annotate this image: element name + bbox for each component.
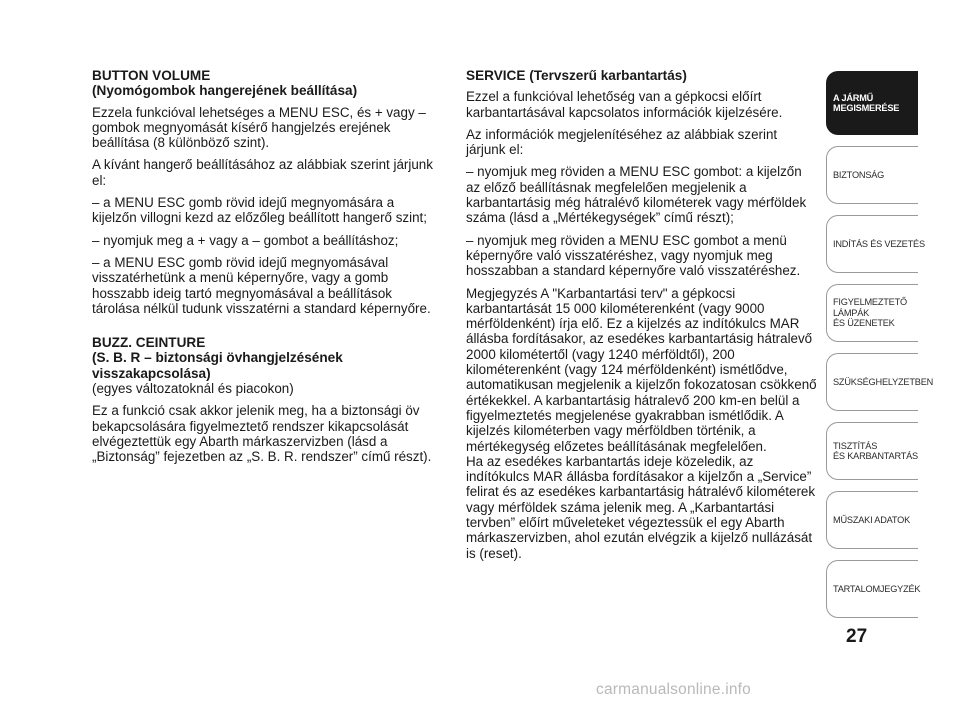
paragraph: Ezzel a funkcióval lehetőség van a gépkocsi előírt karbantartásával kapcsolatos információk kijelzésére. xyxy=(466,89,783,120)
paragraph: – a MENU ESC gomb rövid idejű megnyomásával visszatérhetünk a menü képernyőre, vagy a gomb hosszabb ideig tartó megnyomásával a beállítások tárolása nélkül tudunk visszatérni a standard képernyőre. xyxy=(92,254,431,316)
tab-jarmu-megismerese[interactable] xyxy=(826,71,918,135)
tab-muszaki-adatok[interactable] xyxy=(826,491,918,549)
right-column xyxy=(466,68,818,568)
tab-label: MŰSZAKI ADATOK xyxy=(833,514,911,525)
paragraph: – a MENU ESC gomb rövid idejű megnyomására a kijelzőn villogni kezd az előzőleg beállított hangerő szint; xyxy=(92,195,427,226)
title-line: BUZZ. CEINTURE xyxy=(92,335,206,351)
tab-label: ÉS ÜZENETEK xyxy=(833,318,895,329)
tab-biztonsag[interactable] xyxy=(826,146,918,204)
section-title-service: SERVICE (Tervszerű karbantartás) xyxy=(466,68,687,83)
left-column xyxy=(92,68,442,472)
section-subtitle: (egyes változatoknál és piacokon) xyxy=(92,381,294,397)
title-line: BUTTON VOLUME xyxy=(92,68,211,83)
paragraph: Ha az esedékes karbantartás ideje közeledik, az indítókulcs MAR állásba fordításakor a kijelzőn a „Service” felirat és az esedékes karbantartásig hátralévő kilométerek vagy mérföldek száma jelenik meg. A „Karbantartási tervben” előírt műveleteket végeztessük el egy Abarth márkaszervizben, ahol ezután elvégzik a kijelző nullázását is (reset). xyxy=(466,453,816,561)
paragraph: Ez a funkció csak akkor jelenik meg, ha a biztonsági öv bekapcsolására figyelmeztető rendszer kikapcsolását elvégeztettük egy Abarth márkaszervizben (lásd a „Biztonság” fejezetben az „S. B. R. rendszer” című részt). xyxy=(92,403,432,465)
title-line: (Nyomógombok hangerejének beállítása) xyxy=(92,83,358,99)
tab-tisztitas-es-karbantartas[interactable] xyxy=(826,422,918,480)
paragraph: – nyomjuk meg röviden a MENU ESC gombot: a kijelzőn az előző beállításnak megfelelően megjelenik a karbantartásig még hátralévő kilométerek vagy mérföldek száma (lásd a „Mértékegységek” című részt); xyxy=(466,164,807,226)
tab-label: SZÜKSÉGHELYZETBEN xyxy=(833,376,934,387)
tab-label: INDÍTÁS ÉS VEZETÉS xyxy=(833,238,925,249)
tab-label: MEGISMERÉSE xyxy=(833,103,900,113)
tab-label: TARTALOMJEGYZÉK xyxy=(833,583,921,594)
section-title-button-volume xyxy=(92,68,442,99)
paragraph: A kívánt hangerő beállításához az alábbiak szerint járjunk el: xyxy=(92,157,433,188)
title-line: (S. B. R – biztonsági övhangjelzésének visszakapcsolása) xyxy=(92,350,343,381)
section-title-buzz-ceinture xyxy=(92,335,442,381)
paragraph: – nyomjuk meg a + vagy a – gombot a beállításhoz; xyxy=(92,232,399,248)
tab-figyelmezteto-lampak[interactable] xyxy=(826,284,918,342)
paragraph: Megjegyzés A "Karbantartási terv" a gépkocsi karbantartását 15 000 kilométerenként (vagy 9000 mérföldenként) írja elő. Ez a kijelzés az indítókulcs MAR állásba fordításakor, az esedékes karbantartásig hátralevő 2000 kilométertől (vagy 1240 mérföldtől), 200 kilométerenként (vagy 124 mérföldenként) ismétlődve, automatikusan megjelenik a kijelzőn fokozatosan csökkenő értékekkel. A karbantartásig hátralevő 200 km-en belül a figyelmeztetés megjelenése gyakrabban ismétlődik. A kijelzés kilométerben vagy mérföldben történik, a mértékegység előzetes beállításának megfelelően. xyxy=(466,285,817,454)
paragraph: – nyomjuk meg röviden a MENU ESC gombot a menü képernyőre való visszatéréshez, vagy nyomjuk meg hosszabban a standard képernyőre való visszatéréshez. xyxy=(466,232,801,279)
tab-label: ÉS KARBANTARTÁS xyxy=(833,451,918,461)
tab-tartalomjegyzek[interactable] xyxy=(826,560,921,618)
chapter-tabs xyxy=(826,71,934,629)
tab-szukseghelyzetben[interactable] xyxy=(826,353,934,411)
page-number: 27 xyxy=(846,626,868,647)
tab-label: FIGYELMEZTETŐ xyxy=(833,297,907,308)
tab-label: LÁMPÁK xyxy=(833,307,870,318)
tab-label: BIZTONSÁG xyxy=(833,169,885,180)
paragraph: Ezzela funkcióval lehetséges a MENU ESC, és + vagy – gombok megnyomását kísérő hangjelzés erejének beállítása (8 különböző szint). xyxy=(92,104,426,151)
tab-label: A JÁRMŰ xyxy=(833,92,874,103)
tab-inditas-es-vezetes[interactable] xyxy=(826,215,925,273)
tab-label: TISZTÍTÁS xyxy=(833,440,878,451)
paragraph: Az információk megjelenítéséhez az alábbiak szerint járjunk el: xyxy=(466,126,778,158)
watermark: carmanualsonline.info xyxy=(596,681,751,698)
